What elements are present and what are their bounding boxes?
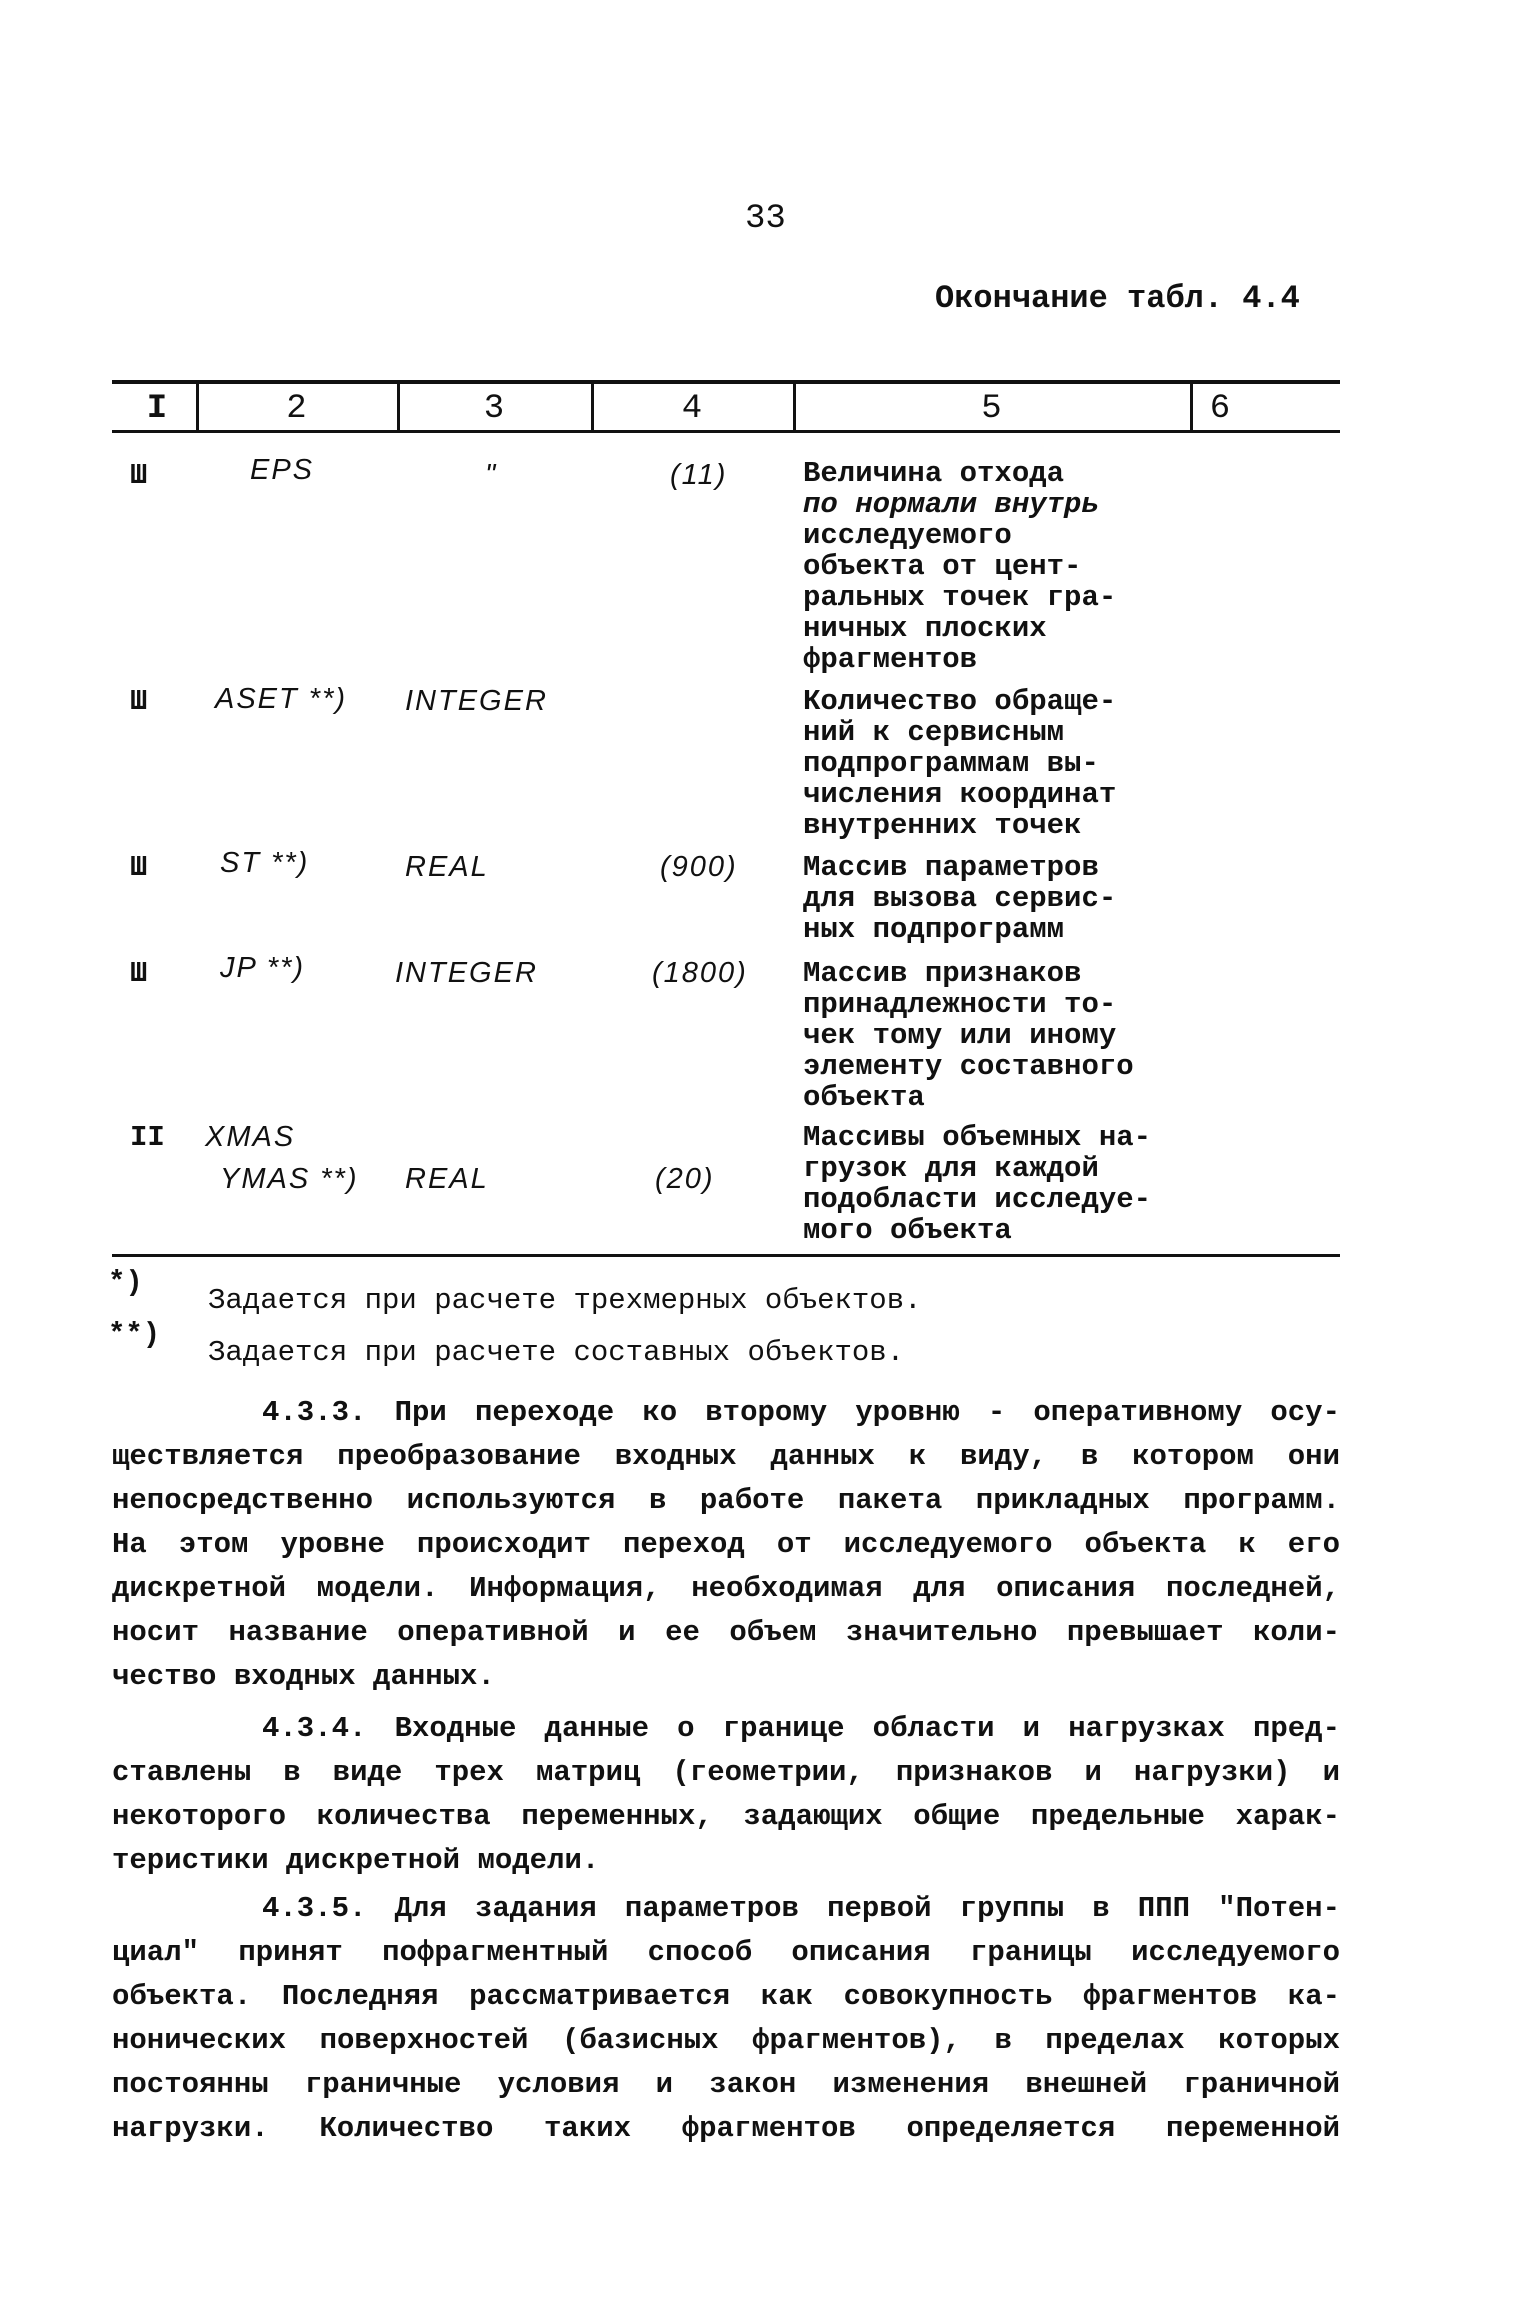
- desc-line: фрагментов: [803, 643, 978, 676]
- column-divider: [1190, 382, 1193, 432]
- header-col-6: 6: [1209, 390, 1231, 428]
- variable-name: YMAS **): [220, 1163, 359, 1195]
- dimension: (900): [660, 851, 738, 883]
- variable-name: EPS: [250, 454, 315, 486]
- desc-line: чек тому или иному: [803, 1019, 1117, 1052]
- desc-line: внутренних точек: [803, 809, 1082, 842]
- desc-line: Массивы объемных на-: [803, 1121, 1152, 1154]
- dimension: (1800): [652, 957, 748, 989]
- header-bottom-rule: [112, 430, 1340, 433]
- variable-type: REAL: [405, 851, 489, 883]
- text-line: 4.3.3. При переходе ко второму уровню - оперативному осу-: [262, 1396, 1340, 1429]
- row-group: Ш: [130, 685, 148, 718]
- text-line: теристики дискретной модели.: [112, 1844, 600, 1877]
- text-line: чество входных данных.: [112, 1660, 495, 1693]
- desc-line: исследуемого: [803, 519, 1012, 552]
- table-bottom-rule: [112, 1254, 1340, 1257]
- text-line: нагрузки. Количество таких фрагментов определяется переменной: [112, 2112, 1340, 2145]
- description: [803, 958, 1203, 1113]
- dimension: (20): [655, 1163, 715, 1195]
- header-col-1: I: [146, 390, 168, 428]
- page-number: 33: [745, 200, 786, 238]
- description: [803, 852, 1203, 945]
- desc-line: для вызова сервис-: [803, 882, 1117, 915]
- desc-line: Количество обраще-: [803, 685, 1117, 718]
- variable-type: INTEGER: [395, 957, 538, 989]
- row-group: Ш: [130, 459, 148, 492]
- variable-type: REAL: [405, 1163, 489, 1195]
- variable-type: ": [485, 459, 498, 491]
- description: [803, 458, 1203, 675]
- description: [803, 1122, 1203, 1246]
- desc-line: объекта: [803, 1081, 925, 1114]
- header-col-2: 2: [286, 390, 307, 428]
- desc-line: Массив признаков: [803, 957, 1082, 990]
- row-group: II: [130, 1121, 165, 1154]
- desc-line: ничных плоских: [803, 612, 1047, 645]
- text-line: На этом уровне происходит переход от исследуемого объекта к его: [112, 1528, 1340, 1561]
- text-line: ществляется преобразование входных данных к виду, в котором они: [112, 1440, 1340, 1473]
- desc-line: Величина отхода: [803, 457, 1065, 490]
- desc-line: ральных точек гра-: [803, 581, 1117, 614]
- table-top-rule: [112, 380, 1340, 384]
- variable-name: ASET **): [215, 683, 348, 715]
- header-col-4: 4: [681, 390, 703, 428]
- variable-type: INTEGER: [405, 685, 548, 717]
- text-line: носит название оперативной и ее объем значительно превышает коли-: [112, 1616, 1340, 1649]
- desc-line: элементу составного: [803, 1050, 1134, 1083]
- desc-line: принадлежности то-: [803, 988, 1117, 1021]
- text-line: объекта. Последняя рассматривается как совокупность фрагментов ка-: [112, 1980, 1340, 2013]
- text-line: 4.3.5. Для задания параметров первой группы в ППП "Потен-: [262, 1892, 1340, 1925]
- desc-line: объекта от цент-: [803, 550, 1082, 583]
- row-group: Ш: [130, 851, 148, 884]
- desc-line: подобласти исследуе-: [803, 1183, 1152, 1216]
- desc-line: Массив параметров: [803, 851, 1099, 884]
- table-caption: Окончание табл. 4.4: [935, 280, 1300, 317]
- footnote-mark: *): [108, 1266, 143, 1299]
- desc-line: по нормали внутрь: [803, 488, 1099, 521]
- desc-line: ний к сервисным: [803, 716, 1065, 749]
- text-line: дискретной модели. Информация, необходимая для описания последней,: [112, 1572, 1340, 1605]
- text-line: циал" принят пофрагментный способ описания границы исследуемого: [112, 1936, 1340, 1969]
- desc-line: подпрограммам вы-: [803, 747, 1099, 780]
- desc-line: числения координат: [803, 778, 1117, 811]
- variable-name: JP **): [220, 952, 306, 984]
- text-line: непосредственно используются в работе пакета прикладных программ.: [112, 1484, 1340, 1517]
- description: [803, 686, 1203, 841]
- text-line: ставлены в виде трех матриц (геометрии, признаков и нагрузки) и: [112, 1756, 1340, 1789]
- text-line: некоторого количества переменных, задающих общие предельные харак-: [112, 1800, 1340, 1833]
- variable-name: XMAS: [205, 1121, 296, 1153]
- row-group: Ш: [130, 957, 148, 990]
- desc-line: грузок для каждой: [803, 1152, 1099, 1185]
- variable-name: ST **): [220, 847, 310, 879]
- desc-line: мого объекта: [803, 1214, 1012, 1247]
- header-col-5: 5: [981, 390, 1002, 428]
- footnote-text: Задается при расчете трехмерных объектов.: [208, 1284, 922, 1317]
- header-col-3: 3: [483, 390, 505, 428]
- text-line: нонических поверхностей (базисных фрагментов), в пределах которых: [112, 2024, 1340, 2057]
- desc-line: ных подпрограмм: [803, 913, 1065, 946]
- text-line: 4.3.4. Входные данные о границе области и нагрузках пред-: [262, 1712, 1340, 1745]
- footnote-mark: **): [108, 1318, 161, 1351]
- dimension: (11): [670, 459, 728, 491]
- footnote-text: Задается при расчете составных объектов.: [208, 1336, 905, 1369]
- text-line: постоянны граничные условия и закон изменения внешней граничной: [112, 2068, 1340, 2101]
